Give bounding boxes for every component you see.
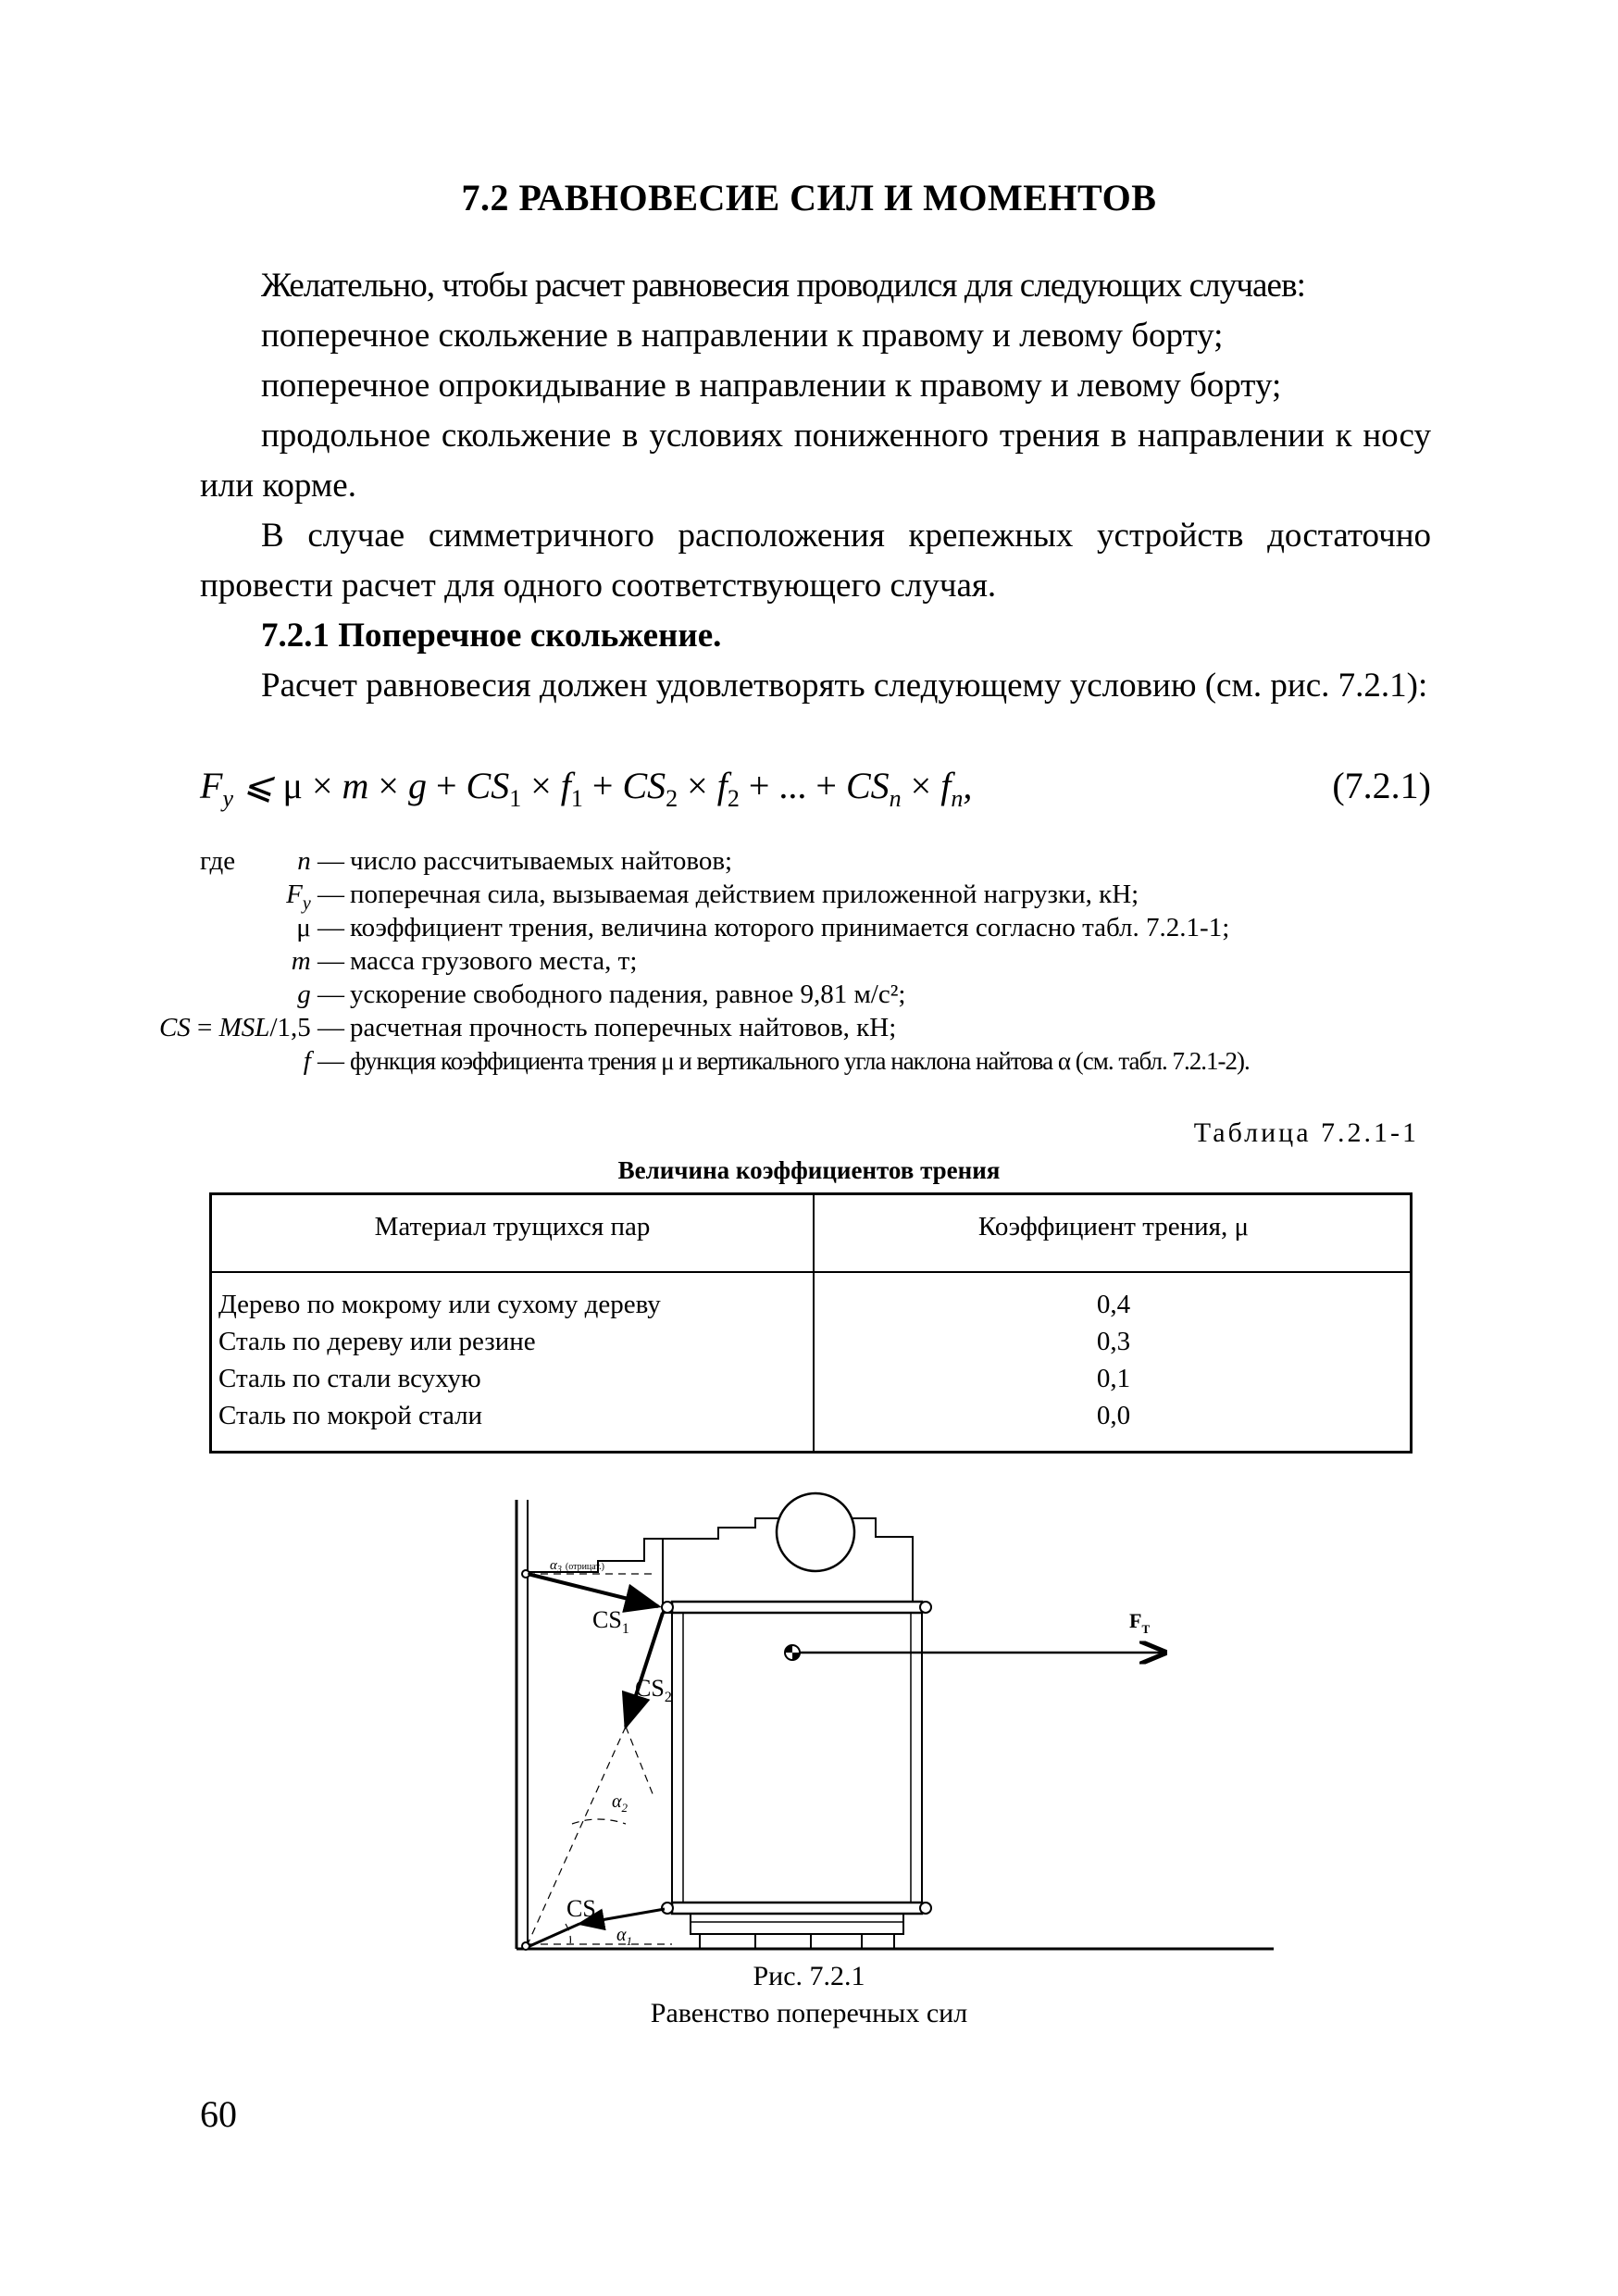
- figure-caption: Равенство поперечных сил: [650, 1998, 968, 2028]
- figure-labels: [550, 1558, 1150, 1948]
- table-cell-value: 0,3: [1096, 1327, 1131, 1356]
- definition-symbol: n —: [297, 846, 344, 876]
- table-number: Таблица 7.2.1-1: [1193, 1117, 1419, 1148]
- cargo-unit: [662, 1493, 931, 1949]
- table-header-material: Материал трущихся пар: [374, 1212, 651, 1242]
- definition-row: [200, 944, 1459, 978]
- definitions-list: [158, 844, 1459, 1078]
- label-alpha-3-note: (отрицат.): [565, 1562, 604, 1572]
- table-cell-material: Сталь по стали всухую: [218, 1364, 481, 1393]
- label-cs2-sub: 2: [664, 1690, 672, 1705]
- label-cs-bottom: [566, 1895, 604, 1926]
- label-alpha-3-symbol: α: [550, 1558, 557, 1573]
- table-cell-value: 0,0: [1096, 1401, 1131, 1430]
- label-alpha-2-sub: 2: [621, 1801, 628, 1815]
- page-number: 60: [200, 2093, 237, 2135]
- definition-symbol: f —: [303, 1046, 344, 1076]
- intro-paragraph-4: продольное скольжение в условиях пониженного трения в направлении к носу или корме.: [200, 417, 1431, 505]
- label-cs1-top: [592, 1606, 629, 1637]
- definitions-where: где: [200, 846, 236, 876]
- table-title: Величина коэффициентов трения: [617, 1156, 1001, 1184]
- label-cs-bottom-sub: 1: [595, 1910, 604, 1926]
- formula-line: [200, 764, 1431, 819]
- definition-text: ускорение свободного падения, равное 9,81 м/с²;: [350, 980, 906, 1009]
- definition-text: расчетная прочность поперечных найтовов, кН;: [350, 1013, 897, 1042]
- table-material-column: [218, 1286, 661, 1434]
- definition-symbol: CS = MSL/1,5 —: [158, 1013, 344, 1042]
- definition-symbol: m —: [291, 946, 344, 976]
- intro-paragraph-2: поперечное скольжение в направлении к правому и левому борту;: [261, 317, 1224, 355]
- intro-paragraph-5: В случае симметричного расположения крепежных устройств достаточно провести расчет для одного соответствующего случая.: [200, 517, 1431, 605]
- table-value-column: [815, 1286, 1413, 1434]
- intro-paragraph-3: поперечное опрокидывание в направлении к правому и левому борту;: [261, 367, 1282, 405]
- definition-text: число рассчитываемых найтовов;: [350, 846, 733, 876]
- definition-row: [200, 978, 1459, 1011]
- figure-transverse-forces: [515, 1481, 1274, 1963]
- definition-row: [200, 911, 1459, 944]
- label-cs1-top-symbol: CS: [592, 1606, 622, 1633]
- formula-number: (7.2.1): [1332, 765, 1431, 806]
- definition-row: [200, 1044, 1459, 1078]
- intro-paragraph-1: Желательно, чтобы расчет равновесия проводился для следующих случаев:: [261, 267, 1306, 305]
- section-title: 7.2 РАВНОВЕСИЕ СИЛ И МОМЕНТОВ: [461, 177, 1157, 218]
- table-header-divider: [212, 1271, 1410, 1273]
- table-cell-value: 0,1: [1096, 1364, 1131, 1393]
- label-alpha-2: [612, 1791, 629, 1815]
- definition-row: [200, 844, 1459, 878]
- table-cell-material: Дерево по мокрому или сухому дереву: [218, 1290, 661, 1319]
- definition-symbol: μ —: [296, 913, 344, 942]
- label-cs1-top-sub: 1: [621, 1621, 629, 1637]
- label-alpha-1-sub: 1: [626, 1934, 632, 1948]
- label-cs2: [635, 1675, 672, 1705]
- table-header-coefficient: Коэффициент трения, μ: [977, 1212, 1250, 1242]
- table-cell-value: 0,4: [1096, 1290, 1131, 1319]
- intro-text: [200, 261, 1431, 711]
- table-cell-material: Сталь по мокрой стали: [218, 1401, 483, 1430]
- label-cs2-symbol: CS: [635, 1675, 665, 1702]
- definition-text: функция коэффициента трения μ и вертикального угла наклона найтова α (см. табл. 7.2.1-2).: [350, 1047, 1250, 1075]
- definition-row: [158, 1011, 1459, 1044]
- label-alpha-2-symbol: α: [612, 1791, 622, 1812]
- formula-expression: [200, 764, 972, 813]
- definition-text: масса грузового места, т;: [350, 946, 638, 976]
- table-cell-material: Сталь по дереву или резине: [218, 1327, 536, 1356]
- label-force-symbol: F: [1129, 1609, 1142, 1632]
- label-cs-bottom-symbol: CS: [566, 1895, 596, 1922]
- subsection-text: Расчет равновесия должен удовлетворять следующему условию (см. рис. 7.2.1):: [261, 667, 1428, 705]
- definition-symbol: $F_y$ —: [286, 880, 344, 914]
- formula-rendered: $F_y$ ⩽ $\mu \times m \times g + CS_1 \times f_1 + CS_2 \times f_2$ + ... + $CS_n \times f_n$,: [200, 765, 973, 812]
- definition-row: [200, 878, 1459, 914]
- figure-number: Рис. 7.2.1: [753, 1961, 865, 1991]
- definition-symbol: g —: [297, 980, 344, 1009]
- label-alpha-1: [616, 1925, 632, 1948]
- label-force-sub: T: [1141, 1622, 1151, 1636]
- definition-text: поперечная сила, вызываемая действием приложенной нагрузки, кН;: [350, 880, 1139, 909]
- label-alpha-1-symbol: α: [616, 1925, 627, 1945]
- label-force: [1129, 1609, 1150, 1636]
- friction-table: [209, 1192, 1413, 1454]
- label-alpha-3-sub: 3: [556, 1565, 562, 1575]
- subsection-title: 7.2.1 Поперечное скольжение.: [261, 617, 722, 655]
- definition-text: коэффициент трения, величина которого принимается согласно табл. 7.2.1-1;: [350, 913, 1230, 942]
